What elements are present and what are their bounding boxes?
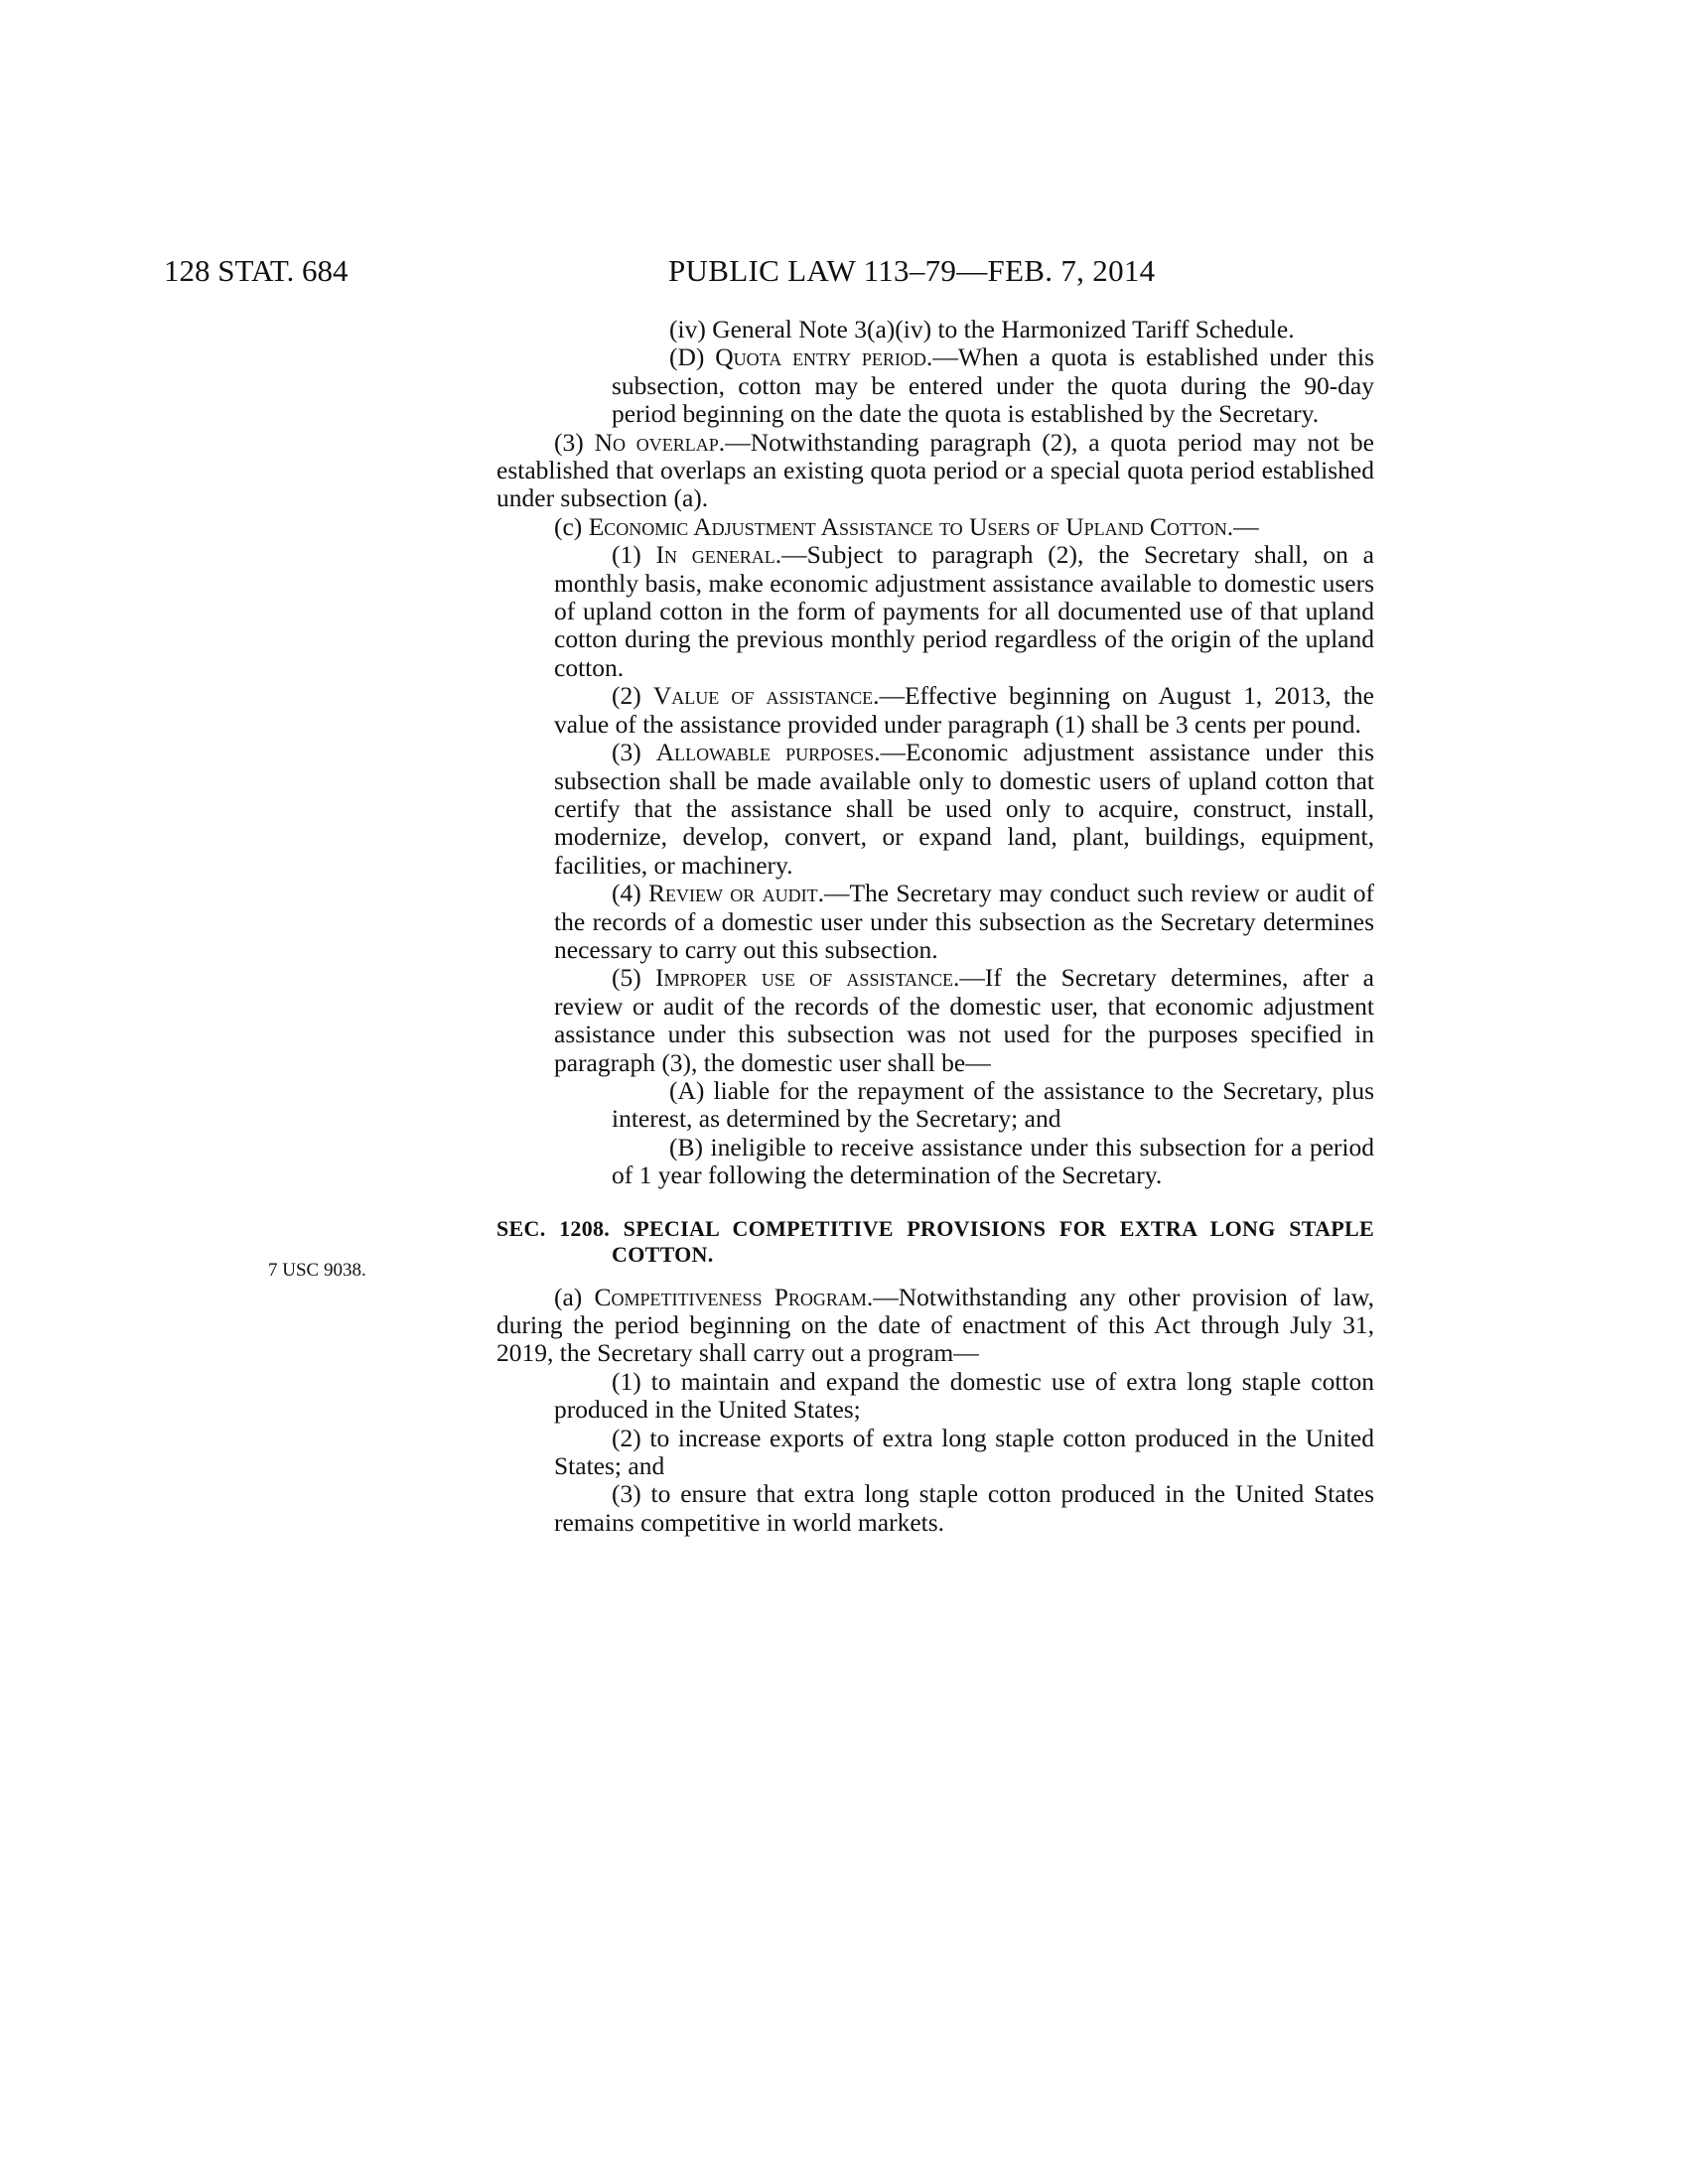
paragraph-designator: (D) xyxy=(669,342,716,372)
paragraph-text: —Notwithstanding any other provision of law, during the period beginning on the date of enactment of this Act through July 31, 2019, the Secretary shall carry out a program— xyxy=(496,1282,1375,1368)
statute-page-number: 128 STAT. 684 xyxy=(164,253,349,288)
section-heading: SEC. 1208. SPECIAL COMPETITIVE PROVISIONS FOR EXTRA LONG STAPLE COTTON. xyxy=(496,1215,1374,1267)
paragraph-heading: Economic Adjustment Assistance to Users of Upland Cotton. xyxy=(588,511,1234,541)
paragraph-text: —Notwithstanding paragraph (2), a quota period may not be established that overlaps an existing quota period or a special quota period established under subsection (a). xyxy=(496,427,1375,513)
paragraph-text: (2) to increase exports of extra long staple cotton produced in the United States; and xyxy=(554,1423,1374,1481)
paragraph xyxy=(496,1284,1374,1368)
paragraph-text: (iv) General Note 3(a)(iv) to the Harmonized Tariff Schedule. xyxy=(669,315,1295,343)
paragraph-designator: (5) xyxy=(612,963,656,993)
usc-margin-note: 7 USC 9038. xyxy=(268,1260,366,1281)
paragraphs-before-section xyxy=(496,316,1374,1190)
paragraph-text: — xyxy=(1233,511,1259,541)
paragraph-designator: (3) xyxy=(554,427,595,457)
paragraph xyxy=(496,343,1374,428)
paragraph-heading: Competitiveness Program. xyxy=(594,1282,874,1311)
paragraph xyxy=(496,964,1374,1077)
paragraphs-after-section xyxy=(496,1284,1374,1538)
paragraph-text: —Subject to paragraph (2), the Secretary shall, on a monthly basis, make economic adjustment assistance available to domestic users of upland cotton in the form of payments for all documented use of that upland cotton during the previous monthly period regardless of the origin of the upland cotton. xyxy=(554,540,1375,682)
paragraph xyxy=(496,1368,1374,1425)
paragraph-designator: (3) xyxy=(612,738,656,767)
paragraph xyxy=(496,1480,1374,1537)
paragraph-text: (3) to ensure that extra long staple cotton produced in the United States remains competitive in world markets. xyxy=(554,1479,1374,1537)
paragraph xyxy=(496,682,1374,739)
paragraph-designator: (2) xyxy=(612,681,653,711)
paragraph xyxy=(496,429,1374,513)
paragraph-heading: Quota entry period. xyxy=(715,342,933,372)
paragraph xyxy=(496,1425,1374,1481)
paragraph-text: (B) ineligible to receive assistance under this subsection for a period of 1 year following the determination of the Secretary. xyxy=(612,1132,1374,1190)
document-body xyxy=(496,316,1374,1537)
paragraph xyxy=(496,513,1374,541)
paragraph-text: —If the Secretary determines, after a review or audit of the records of the domestic user, that economic adjustment assistance under this subsection was not used for the purposes specified in paragraph (3), the domestic user shall be— xyxy=(554,963,1375,1077)
paragraph-text: —Effective beginning on August 1, 2013, the value of the assistance provided under paragraph (1) shall be 3 cents per pound. xyxy=(554,681,1374,739)
paragraph-heading: Review or audit. xyxy=(648,879,824,908)
paragraph-text: —The Secretary may conduct such review or audit of the records of a domestic user under this subsection as the Secretary determines necessary to carry out this subsection. xyxy=(554,879,1374,964)
paragraph-designator: (4) xyxy=(612,879,649,908)
paragraph xyxy=(496,541,1374,682)
paragraph-text: (1) to maintain and expand the domestic use of extra long staple cotton produced in the United States; xyxy=(554,1366,1374,1425)
paragraph-heading: Improper use of assistance. xyxy=(655,963,960,993)
paragraph xyxy=(496,316,1374,343)
paragraph-heading: In general. xyxy=(655,540,782,570)
paragraph xyxy=(496,880,1374,964)
paragraph-designator: (1) xyxy=(612,540,656,570)
paragraph-text: —Economic adjustment assistance under this subsection shall be made available only to domestic users of upland cotton that certify that the assistance shall be used only to acquire, construct, install, modernize, develop, convert, or expand land, plant, buildings, equipment, facilities, or machinery. xyxy=(554,738,1374,880)
paragraph-text: —When a quota is established under this subsection, cotton may be entered under the quota during the 90-day period beginning on the date the quota is established by the Secretary. xyxy=(612,342,1374,429)
paragraph-heading: Value of assistance. xyxy=(652,681,880,711)
paragraph-heading: No overlap. xyxy=(594,427,726,457)
public-law-title: PUBLIC LAW 113–79—FEB. 7, 2014 xyxy=(668,253,1156,288)
paragraph-designator: (c) xyxy=(554,511,589,541)
paragraph xyxy=(496,739,1374,880)
page-header xyxy=(164,251,1385,291)
paragraph-heading: Allowable purposes. xyxy=(655,738,881,767)
paragraph xyxy=(496,1077,1374,1134)
paragraph xyxy=(496,1134,1374,1190)
paragraph-text: (A) liable for the repayment of the assistance to the Secretary, plus interest, as determined by the Secretary; and xyxy=(612,1075,1374,1134)
paragraph-designator: (a) xyxy=(554,1282,595,1311)
